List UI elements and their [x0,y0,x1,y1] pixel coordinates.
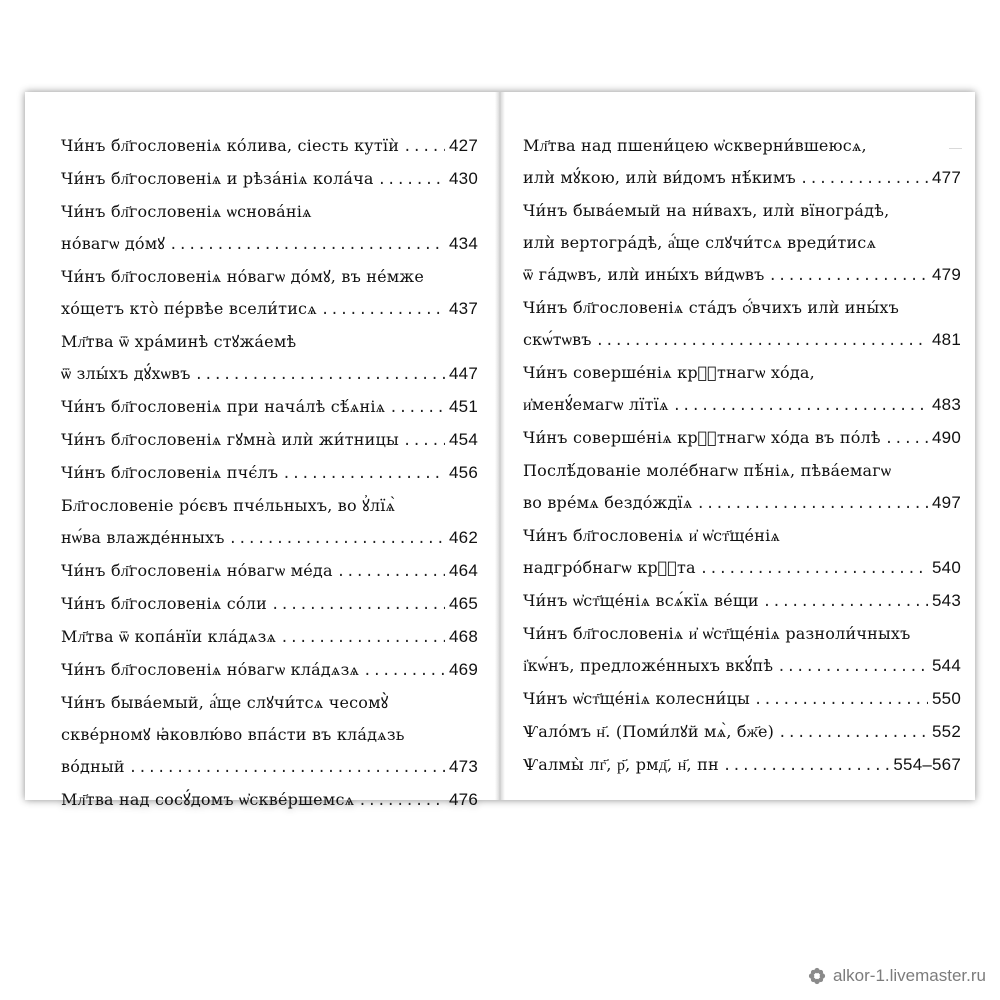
toc-entry-title: скве́рномꙋ ꙗ҆ковлю́во впа́сти въ кла́дѧзь [61,725,405,744]
toc-page-number: 454 [449,430,478,449]
toc-entry-line [61,588,478,620]
toc-entry [523,422,961,454]
toc-entry-title: Чи́нъ бл҃гословеніѧ ста́дъ ѻ҆́вчихъ илѝ ины́хъ [523,298,900,317]
dot-leader [378,164,445,196]
toc-entry-title: Чи́нъ быва́емый на ни́вахъ, илѝ вїногра́дѣ, [523,201,890,220]
toc-entry-title: во́дный [61,757,125,776]
toc-entry-line [61,555,478,587]
toc-entry-title: Ѱало́мъ н҃. (Поми́лꙋй мѧ̀, бж҃е) [523,722,775,741]
toc-entry [61,391,478,423]
toc-entry [61,588,478,620]
toc-entry-line [61,163,478,195]
toc-entry-line [61,358,478,390]
watermark [808,966,986,986]
toc-entry-line [523,552,961,584]
toc-entry-title: Чи́нъ бл҃гословеніѧ со́ли [61,594,267,613]
toc-entry [523,292,961,356]
toc-page-number: 430 [449,169,478,188]
toc-entry-title: Чи́нъ бл҃гословеніѧ но́вагѡ кла́дѧзѧ [61,660,360,679]
toc-entry-line [523,422,961,454]
toc-entry-line [61,784,478,816]
dot-leader [358,785,445,817]
toc-page-number: 469 [449,660,478,679]
dot-leader [271,589,445,621]
dot-leader [129,752,445,784]
toc-entry [61,326,478,390]
dot-leader [768,260,928,292]
toc-page-number: 483 [932,395,961,414]
toc-entry-line [523,455,961,487]
toc-entry [61,163,478,195]
toc-entry [523,749,961,781]
toc-entry-title: хо́щетъ кто̀ пе́рвѣе всели́тисѧ [61,299,317,318]
toc-entry-title: надгро́бнагѡ крⷭ҇та [523,558,696,577]
toc-entry-line [523,195,961,227]
dot-leader [403,425,445,457]
toc-entry-title: і҆кѡ́нъ, предложе́нныхъ вкꙋ́пѣ [523,656,774,675]
toc-entry-line [61,196,478,228]
right-page [501,92,975,800]
toc-entry [523,520,961,584]
toc-entry-line [61,719,478,751]
toc-page-number: 550 [932,689,961,708]
toc-entry-line [523,487,961,519]
toc-page-number: 543 [932,591,961,610]
toc-entry [523,130,961,194]
dot-leader [389,392,445,424]
toc-entry-title: Чи́нъ бл҃гословеніѧ при нача́лѣ сѣ́ѧніѧ [61,397,386,416]
toc-page-number: 479 [932,265,961,284]
toc-entry-line [61,228,478,260]
toc-entry [61,784,478,816]
dot-leader [195,359,445,391]
dot-leader [169,229,445,261]
toc-entry-title: Мл҃тва над сосꙋ́домъ ѡ҆скве́ршемсѧ [61,790,355,809]
toc-entry-line [61,457,478,489]
toc-entry-line [61,654,478,686]
toc-page-number: 468 [449,627,478,646]
toc-entry-line [523,227,961,259]
dot-leader [700,553,928,585]
toc-entry-line [523,389,961,421]
toc-entry-line [61,130,478,162]
toc-entry-line [61,490,478,522]
dot-leader [673,390,928,422]
toc-entry [61,555,478,587]
dot-leader [723,750,890,782]
toc-entry-line [523,650,961,682]
book-spread [25,92,975,809]
toc-entry-line [523,520,961,552]
toc-entry [61,130,478,162]
toc-entry-line [61,687,478,719]
toc-entry-line [523,324,961,356]
toc-entry-title: Чи́нъ соверше́ніѧ крⷭ҇тнагѡ хо́да въ по́лѣ [523,428,881,447]
toc-entry-title: Ѱалмы̀ лг҃, р҃, рмд҃, н҃, пн [523,755,719,774]
toc-entry-title: ѿ злы́хъ дꙋ́хѡвъ [61,364,191,383]
toc-entry-title: Чи́нъ ѡ҆ст҃ще́ніѧ колесни́цы [523,689,750,708]
toc-entry [523,455,961,519]
toc-entry-line [523,162,961,194]
toc-entry-line [61,751,478,783]
toc-entry [61,654,478,686]
toc-entry [523,618,961,682]
dot-leader [337,556,445,588]
toc-entry-line [523,749,961,781]
toc-page-number: 481 [932,330,961,349]
toc-entry-line [523,618,961,650]
toc-entry-title: Чи́нъ бл҃гословеніѧ но́вагѡ ме́да [61,561,333,580]
toc-entry-line [523,292,961,324]
toc-entry-title: илѝ мꙋ́кою, илѝ ви́домъ нѣ́кимъ [523,168,796,187]
toc-entry-line [61,261,478,293]
toc-entry-title: Мл҃тва над пшени́цею ѡ҆скверни́вшеюсѧ, [523,136,867,155]
toc-entry [61,687,478,783]
toc-entry [61,424,478,456]
toc-entry-line [523,585,961,617]
toc-entry [523,357,961,421]
dot-leader [229,523,445,555]
toc-entry [523,585,961,617]
toc-entry-title: но́вагѡ до́мꙋ [61,234,166,253]
toc-page-number: 477 [932,168,961,187]
dot-leader [280,622,445,654]
toc-page-number: 544 [932,656,961,675]
toc-page-number: 497 [932,493,961,512]
toc-entry-title: Чи́нъ бл҃гословеніѧ ко́лива, сіесть кутїѝ [61,136,400,155]
toc-page-number: 552 [932,722,961,741]
toc-entry-line [61,293,478,325]
toc-entry-title: Чи́нъ соверше́ніѧ крⷭ҇тнагѡ хо́да, [523,363,815,382]
toc-entry-line [61,621,478,653]
toc-entry-title: Чи́нъ бл҃гословеніѧ но́вагѡ до́мꙋ, въ не́мже [61,267,425,286]
left-page [25,92,498,809]
toc-entry-title: Чи́нъ быва́емый, а҆́ще слꙋчи́тсѧ чесомꙋ̀ [61,693,389,712]
dot-leader [282,458,445,490]
toc-entry [61,196,478,260]
toc-entry-title: Послѣ́дованіе моле́бнагѡ пѣ́ніѧ, пѣва́емагѡ [523,461,892,480]
toc-entry-line [523,357,961,389]
toc-entry-title: Чи́нъ бл҃гословеніѧ пчє́лъ [61,463,279,482]
dot-leader [778,717,928,749]
toc-entry-title: скѡ́тѡвъ [523,330,592,349]
dot-leader [885,423,928,455]
dot-leader [596,325,928,357]
toc-entry-title: нѡ́ва влажде́нныхъ [61,528,225,547]
toc-entry-line [523,259,961,291]
dot-leader [754,684,928,716]
toc-page-number: 456 [449,463,478,482]
toc-page-number: 451 [449,397,478,416]
toc-entry [523,195,961,291]
toc-entry-line [523,130,961,162]
toc-entry-line [523,716,961,748]
dot-leader [777,651,928,683]
toc-page-number: 465 [449,594,478,613]
toc-page-number: 447 [449,364,478,383]
watermark-text: alkor-1.livemaster.ru [832,966,986,985]
toc-entry-title: Чи́нъ бл҃гословеніѧ гꙋмна̀ илѝ жи́тницы [61,430,399,449]
toc-page-number: 462 [449,528,478,547]
dot-leader [363,655,445,687]
toc-entry-title: илѝ вертогра́дѣ, а҆́ще слꙋчи́тсѧ вреди́тисѧ [523,233,877,252]
toc-page-number: 476 [449,790,478,809]
toc-page-number: 427 [449,136,478,155]
toc-entry [523,716,961,748]
toc-entry-title: Мл҃тва ѿ копа́нїи кла́дѧзѧ [61,627,277,646]
toc-entry [61,261,478,325]
toc-entry-line [61,424,478,456]
toc-entry-line [61,391,478,423]
toc-entry-title: ѿ га́дѡвъ, илѝ ины́хъ ви́дѡвъ [523,265,765,284]
toc-entry-line [523,683,961,715]
toc-page-number: 434 [449,234,478,253]
toc-entry-title: Чи́нъ ѡ҆ст҃ще́ніѧ всѧ́кїѧ ве́щи [523,591,759,610]
dot-leader [763,586,928,618]
toc-entry-title: Чи́нъ бл҃гословеніѧ ѡснова́ніѧ [61,202,312,221]
toc-page-number: 540 [932,558,961,577]
toc-entry-title: Чи́нъ бл҃гословеніѧ и рѣза́ніѧ кола́ча [61,169,374,188]
toc-entry [61,457,478,489]
dot-leader [321,294,445,326]
toc-page-number: 437 [449,299,478,318]
toc-entry [61,490,478,554]
toc-entry-title: Чи́нъ бл҃гословеніѧ и҆ ѡ҆ст҃ще́ніѧ разноли́чныхъ [523,624,911,643]
toc-entry-title: Чи́нъ бл҃гословеніѧ и҆ ѡ҆ст҃ще́ніѧ [523,526,781,545]
toc-entry-line [61,326,478,358]
book-gutter [495,92,505,800]
toc-page-number: 464 [449,561,478,580]
toc-entry [61,621,478,653]
toc-entry [523,683,961,715]
toc-entry-title: Бл҃гословеніе ро́євъ пче́льныхъ, во ꙋ҆лїѧ̀ [61,496,396,515]
dot-leader [800,163,928,195]
toc-page-number: 490 [932,428,961,447]
toc-entry-title: Мл҃тва ѿ хра́минѣ стꙋжа́емѣ [61,332,297,351]
toc-page-number: 554–567 [893,755,961,774]
toc-page-number: 473 [449,757,478,776]
toc-entry-line [61,522,478,554]
dot-leader [696,488,928,520]
dot-leader [403,131,445,163]
toc-entry-title: во вре́мѧ бездо́ждїѧ [523,493,693,512]
flower-icon [808,967,826,985]
toc-entry-title: и҆менꙋ́емагѡ лїтїѧ [523,395,669,414]
bleed-through-text: — [949,140,962,155]
